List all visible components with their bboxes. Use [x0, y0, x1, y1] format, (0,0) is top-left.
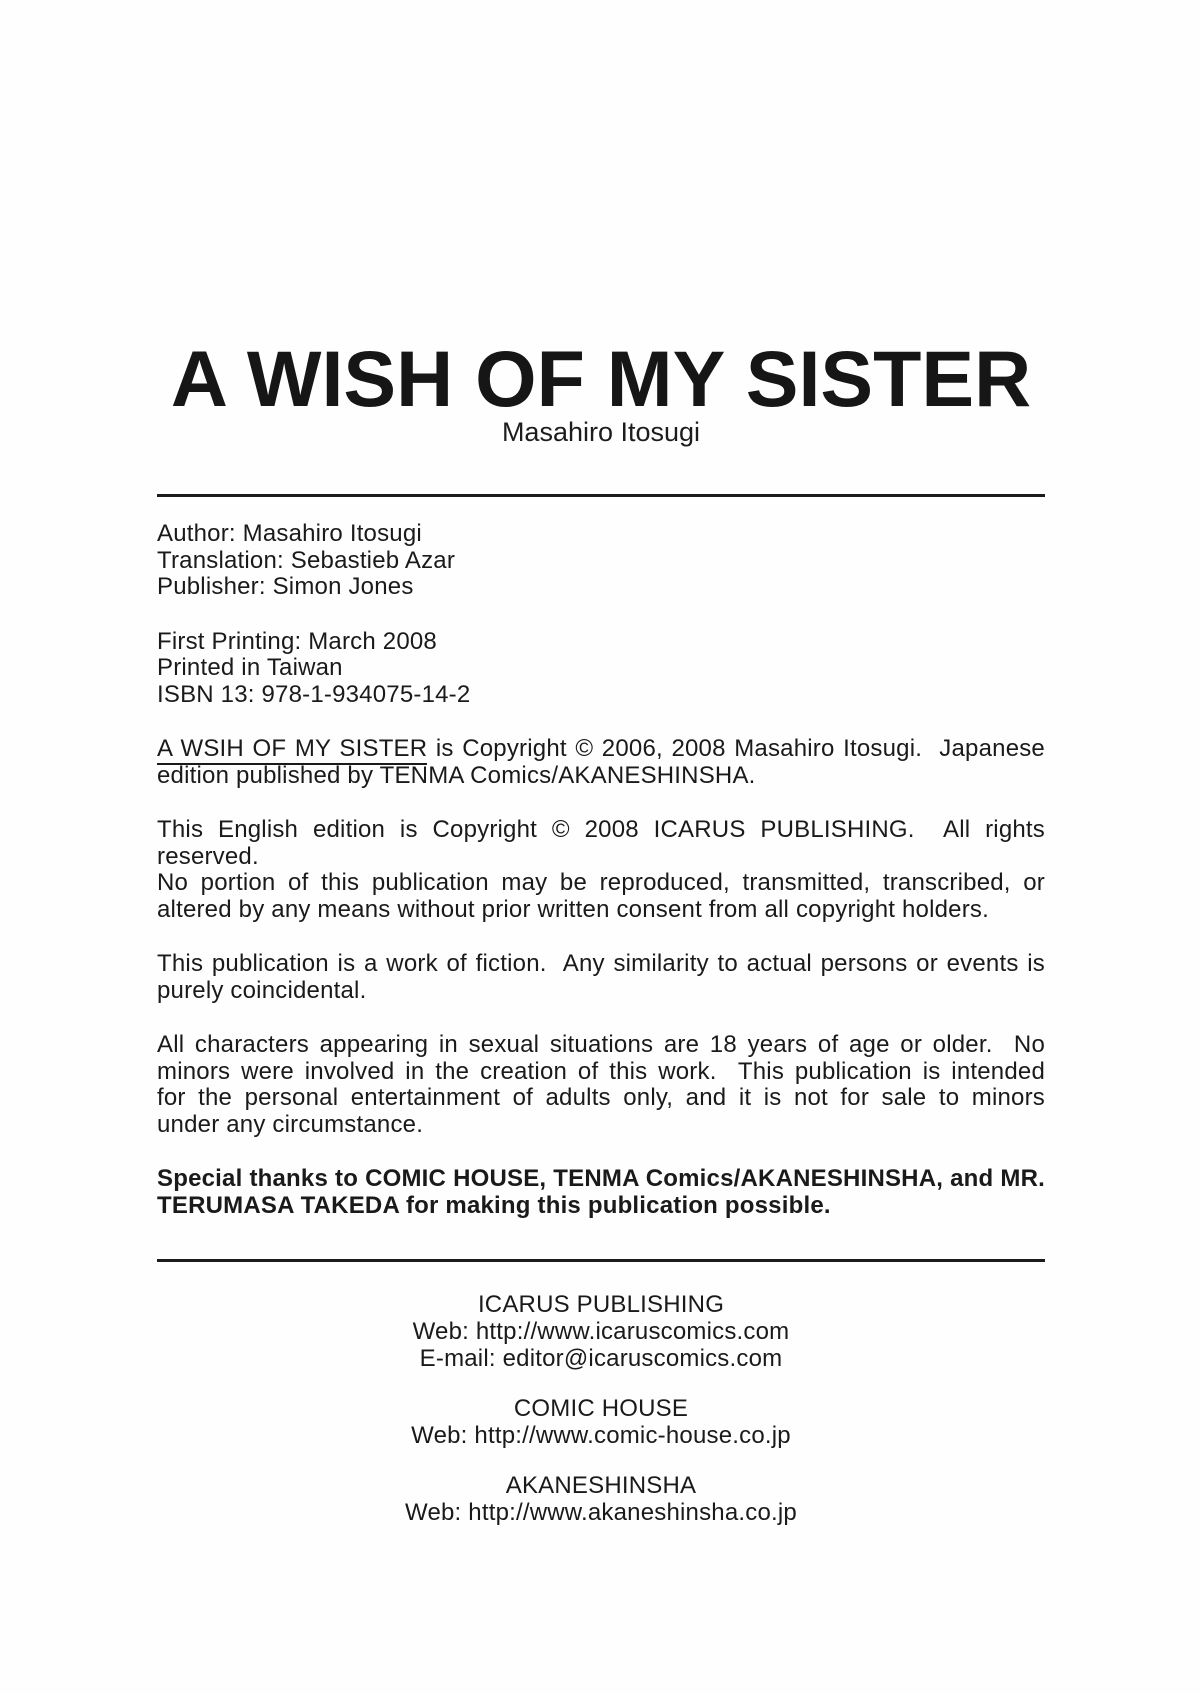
english-copyright [157, 816, 1052, 923]
special-thanks-line: TERUMASA TAKEDA for making this publication possible. [157, 1191, 831, 1219]
fiction-disclaimer-line: This publication is a work of fiction. Any similarity to actual persons or events is [157, 950, 1045, 977]
age-disclaimer [157, 1032, 1045, 1138]
book-author: Masahiro Itosugi [501, 417, 701, 447]
printing-info-line: First Printing: March 2008 [157, 627, 437, 655]
credits-line: Author: Masahiro Itosugi [157, 520, 422, 547]
divider-bottom [157, 1259, 1045, 1262]
credits-line: Publisher: Simon Jones [157, 573, 414, 600]
underlined-title-reference: A WSIH OF MY SISTER [157, 735, 427, 765]
text-column [157, 0, 1052, 1549]
fiction-disclaimer [157, 951, 1045, 1004]
printing-info-line: ISBN 13: 978-1-934075-14-2 [157, 680, 471, 708]
publisher-comic-house [157, 1395, 1045, 1449]
publisher-akaneshinsha [157, 1472, 1045, 1526]
credits [157, 521, 1045, 601]
publisher-name: COMIC HOUSE [513, 1395, 689, 1422]
publisher-contact-line: E-mail: editor@icaruscomics.com [419, 1345, 783, 1372]
printing-info-line: Printed in Taiwan [157, 654, 343, 681]
age-disclaimer-line: All characters appearing in sexual situations are 18 years of age or older. No [157, 1031, 1045, 1058]
colophon-body [157, 520, 1052, 1219]
printing-info [157, 629, 1045, 709]
japanese-copyright-line: A WSIH OF MY SISTER is Copyright © 2006, 2008 Masahiro Itosugi. Japanese [157, 736, 1045, 763]
age-disclaimer-line: minors were involved in the creation of this work. This publication is intended [157, 1057, 1045, 1085]
publisher-contacts [157, 1291, 1045, 1526]
english-copyright-line: No portion of this publication may be reproduced, transmitted, transcribed, or [157, 869, 1045, 896]
publisher-icarus-publishing [157, 1291, 1045, 1372]
japanese-copyright-line: edition published by TENMA Comics/AKANESHINSHA. [157, 761, 756, 789]
special-thanks [157, 1166, 1045, 1219]
credits-line: Translation: Sebastieb Azar [157, 546, 456, 574]
japanese-copyright [157, 736, 1045, 789]
publisher-name: AKANESHINSHA [505, 1472, 697, 1499]
divider-top [157, 494, 1045, 497]
special-thanks-line: Special thanks to COMIC HOUSE, TENMA Comics/AKANESHINSHA, and MR. [157, 1165, 1045, 1192]
age-disclaimer-line: under any circumstance. [157, 1110, 424, 1138]
fiction-disclaimer-line: purely coincidental. [157, 976, 367, 1004]
english-copyright-line: This English edition is Copyright © 2008 ICARUS PUBLISHING. All rights reserved. [157, 816, 1052, 870]
publisher-contact-line: Web: http://www.icaruscomics.com [412, 1318, 790, 1345]
publisher-name: ICARUS PUBLISHING [477, 1291, 725, 1318]
publisher-contact-line: Web: http://www.akaneshinsha.co.jp [405, 1499, 797, 1526]
book-title: A WISH OF MY SISTER [170, 334, 1032, 423]
publisher-contact-line: Web: http://www.comic-house.co.jp [411, 1422, 791, 1449]
english-copyright-line: altered by any means without prior written consent from all copyright holders. [157, 895, 989, 923]
age-disclaimer-line: for the personal entertainment of adults only, and it is not for sale to minors [157, 1084, 1045, 1111]
